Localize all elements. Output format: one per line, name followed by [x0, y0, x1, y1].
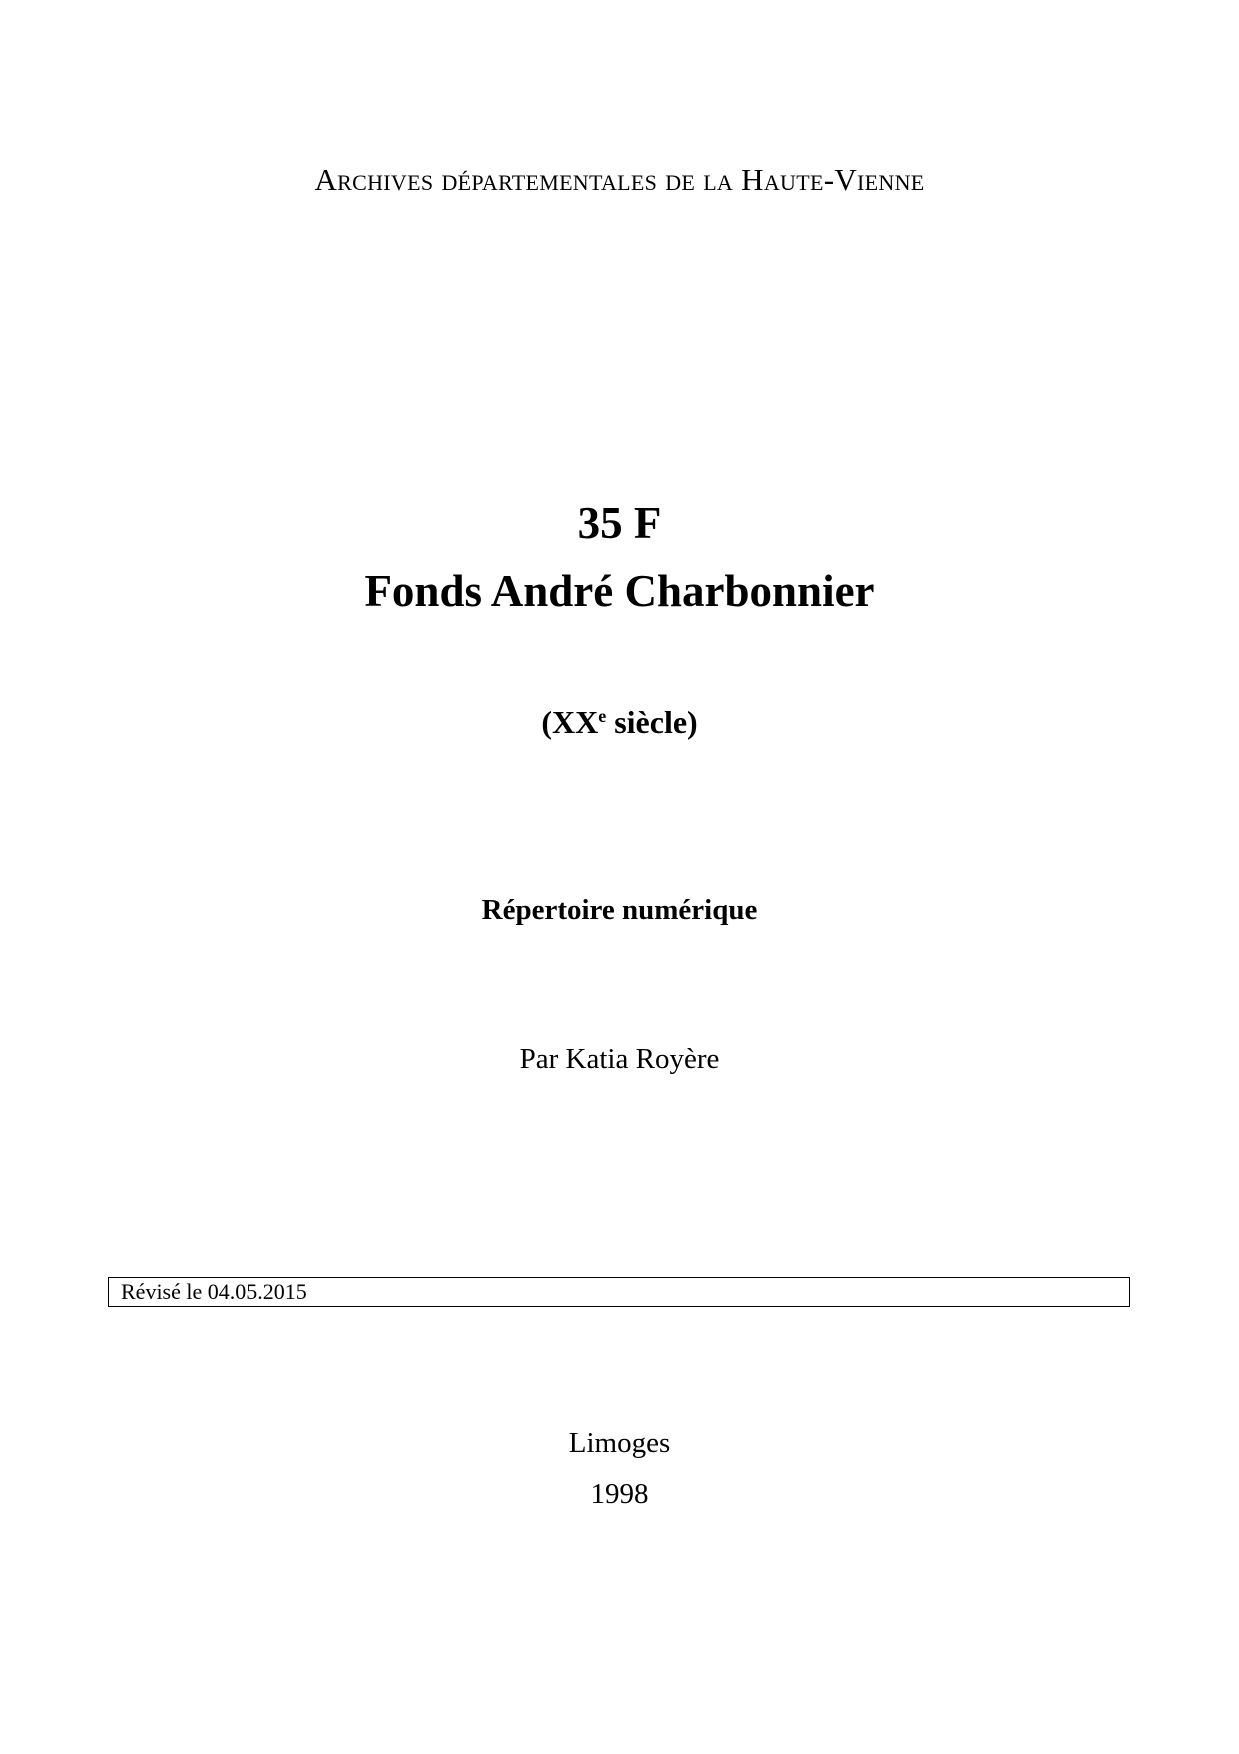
period-superscript: e: [598, 706, 607, 726]
revision-box: [108, 1277, 1130, 1307]
publication-year: 1998: [590, 1478, 649, 1510]
fonds-title: Fonds André Charbonnier: [364, 566, 875, 616]
fonds-code: 35 F: [577, 498, 662, 548]
author-line: Par Katia Royère: [519, 1043, 720, 1075]
institution-heading: Archives départementales de la Haute-Vienne: [314, 162, 925, 197]
period-prefix: (XX: [541, 704, 599, 740]
revision-date: Révisé le 04.05.2015: [121, 1279, 307, 1304]
period-suffix: siècle): [606, 704, 698, 740]
publication-place: Limoges: [568, 1427, 671, 1459]
document-type: Répertoire numérique: [481, 894, 758, 926]
period-label: [0, 704, 1239, 741]
